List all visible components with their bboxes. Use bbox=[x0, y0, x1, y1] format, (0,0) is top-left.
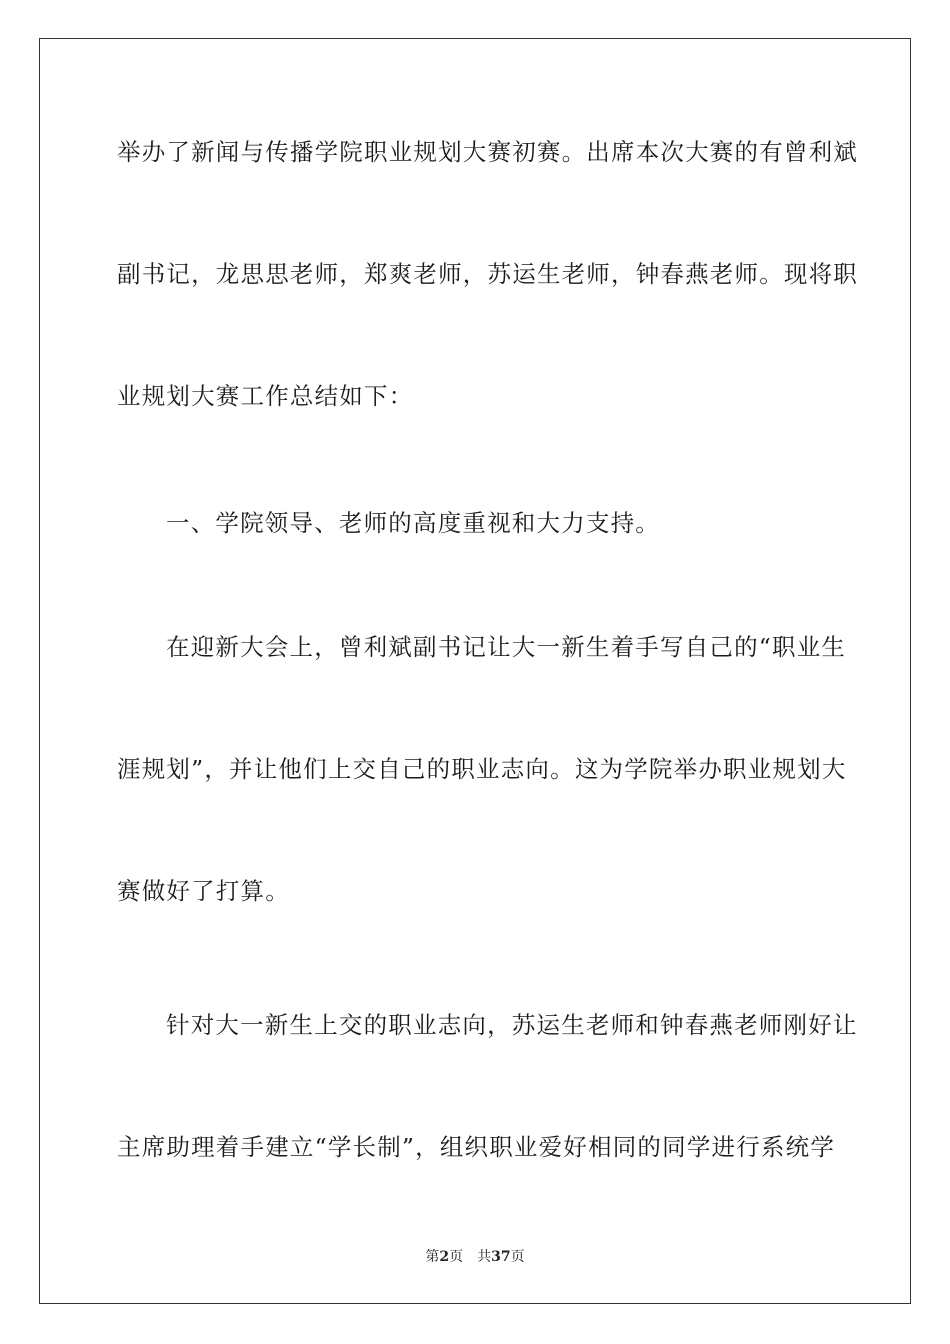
page-footer bbox=[0, 1248, 950, 1266]
page-number-label: 第2页 bbox=[425, 1249, 464, 1265]
body-text-line: 业规划大赛工作总结如下： bbox=[117, 382, 414, 410]
body-text-line: 赛做好了打算。 bbox=[117, 877, 290, 905]
body-text-line: 举办了新闻与传播学院职业规划大赛初赛。出席本次大赛的有曾利斌 bbox=[117, 138, 858, 166]
body-text-line: 副书记，龙思思老师，郑爽老师，苏运生老师，钟春燕老师。现将职 bbox=[117, 260, 858, 288]
body-text-line: 在迎新大会上，曾利斌副书记让大一新生着手写自己的“职业生 bbox=[166, 633, 847, 661]
body-text-line: 针对大一新生上交的职业志向，苏运生老师和钟春燕老师刚好让 bbox=[166, 1011, 858, 1039]
section-heading: 一、学院领导、老师的高度重视和大力支持。 bbox=[166, 509, 660, 537]
body-text-line: 主席助理着手建立“学长制”，组织职业爱好相同的同学进行系统学 bbox=[117, 1133, 836, 1161]
page-border bbox=[39, 38, 911, 1304]
total-pages-label: 共37页 bbox=[477, 1249, 525, 1265]
body-text-line: 涯规划”，并让他们上交自己的职业志向。这为学院举办职业规划大 bbox=[117, 755, 847, 783]
